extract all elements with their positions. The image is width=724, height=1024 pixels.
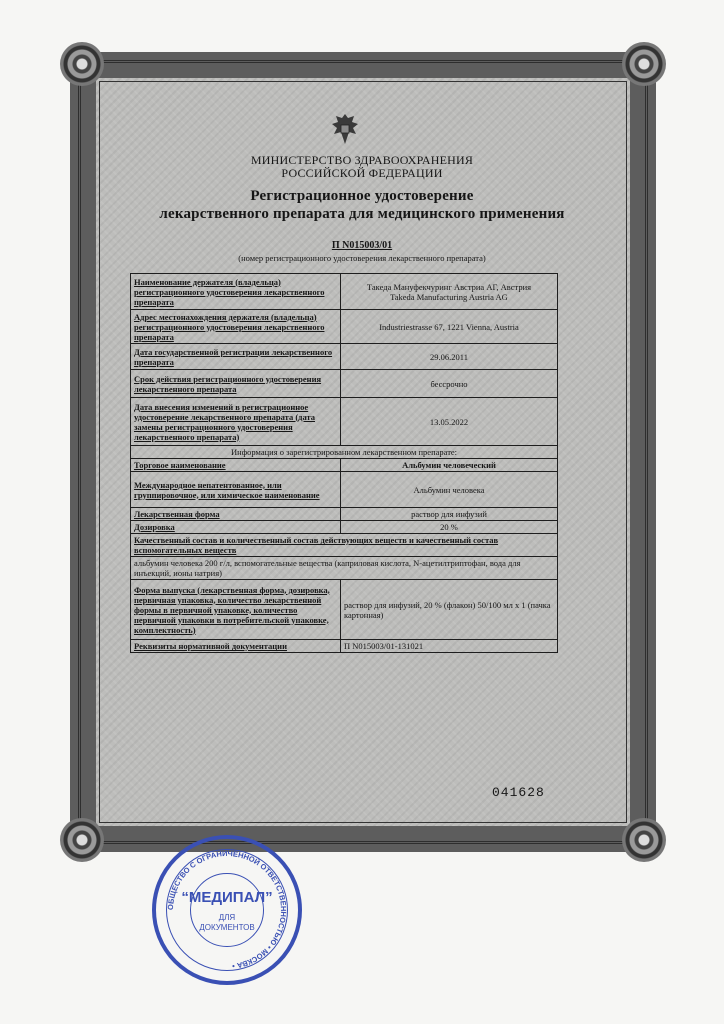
release-form-label: Форма выпуска (лекарственная форма, дозировка, первичная упаковка, количество лекарственной формы в первичной упаковке, количество первичной упаковки в потребительской упаковке, комплектность) — [131, 580, 341, 640]
table-row — [131, 344, 558, 370]
ministry-line-2: РОССИЙСКОЙ ФЕДЕРАЦИИ — [281, 166, 443, 180]
stamp-ring-text — [156, 839, 298, 981]
address-label: Адрес местонахождения держателя (владельца) регистрационного удостоверения лекарственного препарата — [131, 310, 341, 344]
serial-number: 041628 — [492, 785, 545, 800]
table-row — [131, 640, 558, 653]
trade-name-label: Торговое наименование — [131, 459, 341, 472]
document-title-line-2: лекарственного препарата для медицинского применения — [159, 206, 565, 222]
table-row — [131, 521, 558, 534]
table-row — [131, 508, 558, 521]
corner-rosette-top-left — [60, 42, 104, 86]
stamp-line-2: ДОКУМЕНТОВ — [199, 923, 255, 932]
stamp-company-name: “МЕДИПАЛ” — [181, 889, 273, 906]
ministry-line-1: МИНИСТЕРСТВО ЗДРАВООХРАНЕНИЯ — [250, 153, 474, 167]
address-value: Industriestrasse 67, 1221 Vienna, Austria — [341, 310, 558, 344]
table-row — [131, 370, 558, 398]
table-row — [131, 446, 558, 459]
coat-of-arms-icon — [330, 112, 360, 146]
svg-text:ОБЩЕСТВО С ОГРАНИЧЕННОЙ ОТВЕТС: ОБЩЕСТВО С ОГРАНИЧЕННОЙ ОТВЕТСТВЕННОСТЬЮ • МОСКВА • — [165, 848, 289, 971]
form-label: Лекарственная форма — [131, 508, 341, 521]
table-row — [131, 459, 558, 472]
table-row — [131, 534, 558, 557]
corner-rosette-bottom-right — [622, 818, 666, 862]
holder-value-en: Takeda Manufacturing Austria AG — [390, 291, 508, 302]
section-header: Информация о зарегистрированном лекарственном препарате: — [131, 446, 558, 459]
document-title-line-1: Регистрационное удостоверение — [250, 188, 474, 204]
release-form-value: раствор для инфузий, 20 % (флакон) 50/100 мл x 1 (пачка картонная) — [341, 580, 558, 640]
table-row — [131, 580, 558, 640]
inn-label: Международное непатентованное, или группировочное, или химическое наименование — [131, 472, 341, 508]
registration-number-caption: (номер регистрационного удостоверения лекарственного препарата) — [238, 253, 486, 263]
table-row — [131, 398, 558, 446]
company-stamp — [152, 835, 302, 985]
reg-date-label: Дата государственной регистрации лекарственного препарата — [131, 344, 341, 370]
form-value: раствор для инфузий — [341, 508, 558, 521]
registration-number: П N015003/01 — [331, 240, 393, 251]
stamp-line-1: ДЛЯ — [218, 913, 236, 922]
composition-value: альбумин человека 200 г/л, вспомогательные вещества (каприловая кислота, N-ацетилтриптофан, вода для инъекций, ионы натрия) — [131, 557, 558, 580]
holder-value — [341, 274, 558, 310]
change-date-value: 13.05.2022 — [341, 398, 558, 446]
normative-doc-value: П N015003/01-131021 — [341, 640, 558, 653]
table-row — [131, 557, 558, 580]
dosage-label: Дозировка — [131, 521, 341, 534]
table-row — [131, 472, 558, 508]
certificate-table — [130, 273, 558, 653]
composition-label: Качественный состав и количественный состав действующих веществ и качественный состав вспомогательных веществ — [131, 534, 558, 557]
corner-rosette-bottom-left — [60, 818, 104, 862]
validity-value: бессрочно — [341, 370, 558, 398]
holder-label: Наименование держателя (владельца) регистрационного удостоверения лекарственного препарата — [131, 274, 341, 310]
validity-label: Срок действия регистрационного удостоверения лекарственного препарата — [131, 370, 341, 398]
change-date-label: Дата внесения изменений в регистрационное удостоверение лекарственного препарата (дата замены регистрационного удостоверения лекарственного препарата) — [131, 398, 341, 446]
trade-name-value: Альбумин человеческий — [341, 459, 558, 472]
table-row — [131, 310, 558, 344]
normative-doc-label: Реквизиты нормативной документации — [131, 640, 341, 653]
dosage-value: 20 % — [341, 521, 558, 534]
table-row — [131, 274, 558, 310]
inn-value: Альбумин человека — [341, 472, 558, 508]
holder-value-ru: Такеда Мануфекчуринг Австриа АГ, Австрия — [366, 281, 532, 292]
corner-rosette-top-right — [622, 42, 666, 86]
reg-date-value: 29.06.2011 — [341, 344, 558, 370]
